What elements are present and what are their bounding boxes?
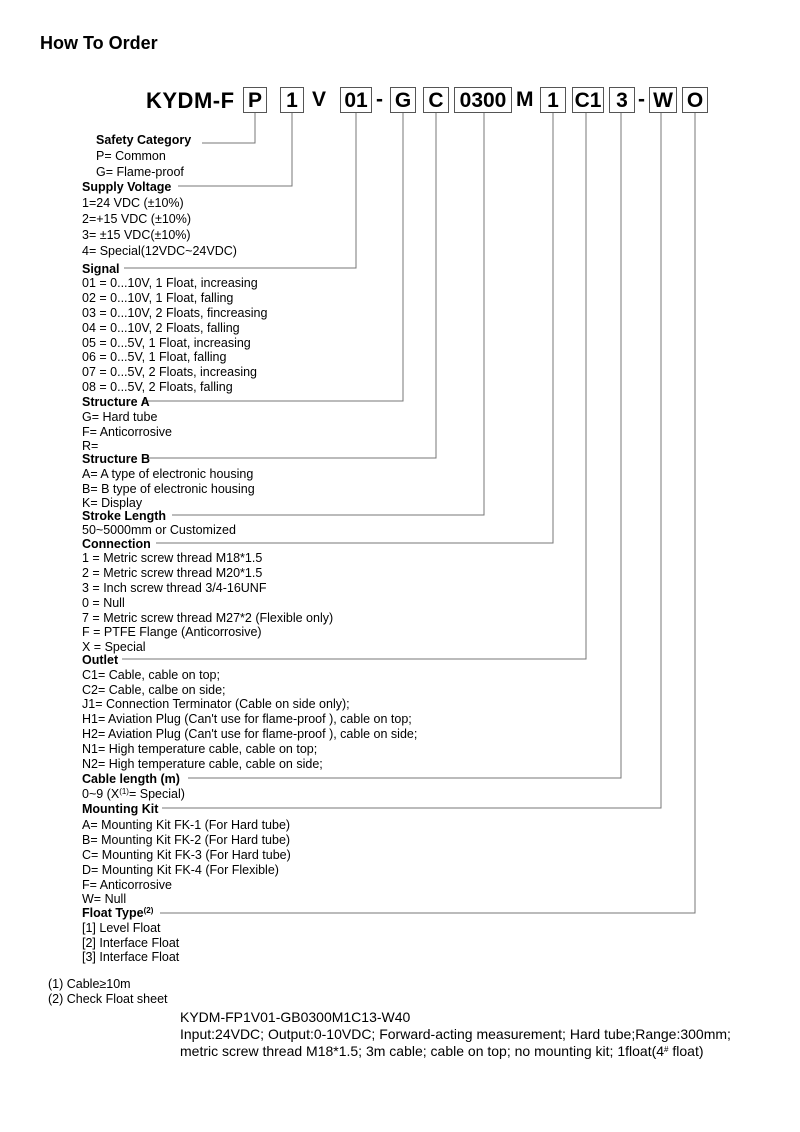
mounting-heading: Mounting Kit xyxy=(82,802,159,816)
list-item: B= B type of electronic housing xyxy=(82,482,255,496)
list-item: 7 = Metric screw thread M27*2 (Flexible only) xyxy=(82,611,334,625)
line-supply xyxy=(178,113,292,186)
list-item: 08 = 0...5V, 2 Floats, falling xyxy=(82,380,233,394)
list-item: J1= Connection Terminator (Cable on side only); xyxy=(82,697,350,711)
list-item: 1 = Metric screw thread M18*1.5 xyxy=(82,551,263,565)
list-item: A= Mounting Kit FK-1 (For Hard tube) xyxy=(82,818,291,832)
list-item: 03 = 0...10V, 2 Floats, fincreasing xyxy=(82,306,268,320)
example-line-2: metric screw thread M18*1.5; 3m cable; cable on top; no mounting kit; 1float(4# float) xyxy=(180,1043,704,1059)
list-item: C2= Cable, calbe on side; xyxy=(82,683,226,697)
list-item: F= Anticorrosive xyxy=(82,425,172,439)
line-safety xyxy=(202,113,255,143)
list-item: 3 = Inch screw thread 3/4-16UNF xyxy=(82,581,267,595)
code-dash-2: - xyxy=(638,88,645,111)
list-item: B= Mounting Kit FK-2 (For Hard tube) xyxy=(82,833,291,847)
list-item: D= Mounting Kit FK-4 (For Flexible) xyxy=(82,863,279,877)
list-item: [1] Level Float xyxy=(82,921,161,935)
list-item: 50~5000mm or Customized xyxy=(82,523,236,537)
stroke-heading: Stroke Length xyxy=(82,509,167,523)
signal-heading: Signal xyxy=(82,262,120,276)
example-code: KYDM-FP1V01-GB0300M1C13-W40 xyxy=(180,1009,411,1025)
list-item: N1= High temperature cable, cable on top; xyxy=(82,742,318,756)
list-item: [3] Interface Float xyxy=(82,950,180,964)
example-line-1: Input:24VDC; Output:0-10VDC; Forward-acting measurement; Hard tube;Range:300mm; xyxy=(180,1026,731,1042)
footnote-ref-1: (1) xyxy=(119,787,129,796)
list-item: F= Anticorrosive xyxy=(82,878,172,892)
list-item: 1=24 VDC (±10%) xyxy=(82,196,184,210)
safety-heading: Safety Category xyxy=(96,133,192,147)
list-item: C1= Cable, cable on top; xyxy=(82,668,220,682)
list-item: 2=+15 VDC (±10%) xyxy=(82,212,191,226)
structure-b-heading: Structure B xyxy=(82,452,151,466)
cable-heading: Cable length (m) xyxy=(82,772,180,786)
code-dash-1: - xyxy=(376,88,383,111)
list-item: 2 = Metric screw thread M20*1.5 xyxy=(82,566,263,580)
list-item: G= Flame-proof xyxy=(96,165,184,179)
list-item: H2= Aviation Plug (Can't use for flame-proof ), cable on side; xyxy=(82,727,418,741)
line-cable xyxy=(188,113,621,778)
list-item: A= A type of electronic housing xyxy=(82,467,254,481)
footnote-ref-2: (2) xyxy=(143,906,154,915)
cable-item: 0~9 ($X^{(1)}=$ Special) xyxy=(82,787,185,801)
list-item: C= Mounting Kit FK-3 (For Hard tube) xyxy=(82,848,291,862)
float-heading: Float Type$^{(2)}$ xyxy=(82,906,154,920)
list-item: 06 = 0...5V, 1 Float, falling xyxy=(82,350,227,364)
list-item: X = Special xyxy=(82,640,146,654)
list-item: 01 = 0...10V, 1 Float, increasing xyxy=(82,276,258,290)
list-item: G= Hard tube xyxy=(82,410,158,424)
code-cell-signal: 01 xyxy=(340,87,372,113)
list-item: H1= Aviation Plug (Can't use for flame-proof ), cable on top; xyxy=(82,712,412,726)
code-cell-float: O xyxy=(682,87,708,113)
list-item: 02 = 0...10V, 1 Float, falling xyxy=(82,291,234,305)
connection-heading: Connection xyxy=(82,537,151,551)
list-item: 0 = Null xyxy=(82,596,125,610)
code-cell-connection: 1 xyxy=(540,87,566,113)
line-float xyxy=(160,113,695,913)
code-cell-cable: 3 xyxy=(609,87,635,113)
code-cell-v: V xyxy=(312,88,327,111)
code-cell-structure-b: C xyxy=(423,87,449,113)
footnote-1: (1) Cable≥10m xyxy=(48,977,131,991)
code-cell-safety: P xyxy=(243,87,267,113)
list-item: P= Common xyxy=(96,149,166,163)
list-item: K= Display xyxy=(82,496,143,510)
footnote-2: (2) Check Float sheet xyxy=(48,992,168,1006)
code-cell-outlet: C1 xyxy=(572,87,604,113)
code-cell-stroke: 0300 xyxy=(454,87,512,113)
code-prefix: KYDM-F xyxy=(146,88,235,113)
code-cell-m: M xyxy=(516,88,534,111)
list-item: 04 = 0...10V, 2 Floats, falling xyxy=(82,321,240,335)
list-item: 07 = 0...5V, 2 Floats, increasing xyxy=(82,365,257,379)
code-cell-supply: 1 xyxy=(280,87,304,113)
list-item: R= xyxy=(82,439,99,453)
list-item: F = PTFE Flange (Anticorrosive) xyxy=(82,625,262,639)
structure-a-heading: Structure A xyxy=(82,395,150,409)
page-title: How To Order xyxy=(40,33,158,53)
list-item: 05 = 0...5V, 1 Float, increasing xyxy=(82,336,251,350)
list-item: 4= Special(12VDC~24VDC) xyxy=(82,244,237,258)
outlet-heading: Outlet xyxy=(82,653,119,667)
code-cell-structure-a: G xyxy=(390,87,416,113)
list-item: N2= High temperature cable, cable on side; xyxy=(82,757,323,771)
list-item: [2] Interface Float xyxy=(82,936,180,950)
code-cell-mounting: W xyxy=(649,87,677,113)
supply-heading: Supply Voltage xyxy=(82,180,172,194)
list-item: 3= ±15 VDC(±10%) xyxy=(82,228,191,242)
list-item: W= Null xyxy=(82,892,127,906)
